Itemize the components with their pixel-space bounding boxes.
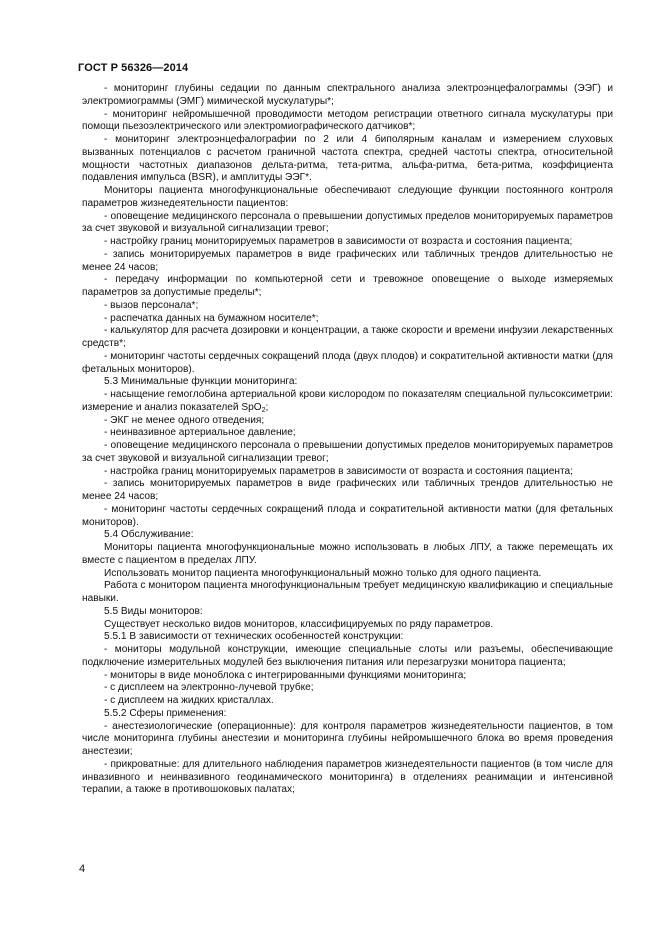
document-header: ГОСТ Р 56326—2014 xyxy=(78,62,189,74)
page-body xyxy=(82,83,613,797)
paragraph: - мониторинг нейромышечной проводимости методом регистрации ответного сигнала мускулатуры при помощи пьезоэлектрического или электромиографического датчиков*; xyxy=(82,108,613,133)
paragraph: - прикроватные: для длительного наблюдения параметров жизнедеятельности пациентов (в том числе для инвазивного и неинвазивного геодинамического мониторинга) в отделениях реанимации и интенсивной терапии, а также в противошоковых палатах; xyxy=(82,758,613,796)
paragraph: - запись мониторируемых параметров в виде графических или табличных трендов длительностью не менее 24 часов; xyxy=(82,248,613,273)
paragraph: - вызов персонала*; xyxy=(104,299,199,311)
section-heading: 5.4 Обслуживание: xyxy=(104,529,194,541)
section-heading: 5.5 Виды мониторов: xyxy=(104,605,203,617)
spo2-subscript: 2 xyxy=(261,406,266,414)
section-heading: 5.5.1 В зависимости от технических особенностей конструкции: xyxy=(104,631,404,643)
paragraph-text: - насыщение гемоглобина артериальной крови кислородом по показателям специальной пульсоксиметрии: измерение и анализ показателей SpO xyxy=(82,389,613,413)
paragraph: - настройка границ мониторируемых параметров в зависимости от возраста и состояния пациента; xyxy=(104,465,573,477)
paragraph: - с дисплеем на жидких кристаллах. xyxy=(104,695,274,706)
page-number: 4 xyxy=(79,863,86,875)
paragraph: Мониторы пациента многофункциональные можно использовать в любых ЛПУ, а также перемещать их вместе с пациентом в пределах ЛПУ. xyxy=(82,542,613,566)
paragraph: - оповещение медицинского персонала о превышении допустимых пределов мониторируемых параметров за счет звуковой и визуальной сигнализации тревог; xyxy=(82,440,613,464)
paragraph: - мониторинг глубины седации по данным спектрального анализа электроэнцефалограммы (ЭЭГ) и электромиограммы (ЭМГ) мимической мускулатуры*; xyxy=(82,83,613,107)
paragraph: - мониторинг электроэнцефалографии по 2 или 4 биполярным каналам и измерением слуховых вызванных потенциалов с расчетом граничной частота спектра, средней частоты спектра, относительной мощности частотных диапазонов дельта-ритма, тета-ритма, альфа-ритма, бета-ритма, коэффициента подавления импульса (BSR), и амплитуды ЭЭГ*. xyxy=(82,134,613,184)
paragraph: Мониторы пациента многофункциональные обеспечивают следующие функции постоянного контроля параметров жизнедеятельности пациентов: xyxy=(82,185,613,209)
paragraph: - мониторинг частоты сердечных сокращений плода (двух плодов) и сократительной активности матки (для фетальных мониторов). xyxy=(82,350,613,375)
paragraph: - мониторинг частоты сердечных сокращений плода и сократительной активности матки (для фетальных мониторов). xyxy=(82,503,613,528)
paragraph: Работа с монитором пациента многофункциональным требует медицинскую квалификацию и специальные навыки. xyxy=(82,580,613,604)
paragraph: - настройку границ мониторируемых параметров в зависимости от возраста и состояния пациента; xyxy=(104,236,573,247)
paragraph: - с дисплеем на электронно-лучевой трубке; xyxy=(104,682,314,694)
paragraph-tail: ; xyxy=(265,401,269,413)
paragraph: - анестезиологические (операционные): для контроля параметров жизнедеятельности пациентов, в том числе мониторинга глубины анестезии и мониторинга глубины нейромышечного блока во время проведения анестезии; xyxy=(82,720,613,757)
paragraph: - калькулятор для расчета дозировки и концентрации, а также скорости и времени инфузии лекарственных средств*; xyxy=(82,325,613,349)
paragraph-spo2 xyxy=(82,389,613,415)
paragraph: - передачу информации по компьютерной сети и тревожное оповещение о выходе измеряемых параметров за допустимые пределы*; xyxy=(82,274,613,298)
paragraph: - мониторы модульной конструкции, имеющие специальные слоты или разъемы, обеспечивающие подключение измерительных модулей без выключения питания или перезагрузки монитора пациента; xyxy=(82,644,613,668)
paragraph: - ЭКГ не менее одного отведения; xyxy=(104,414,265,426)
paragraph: Использовать монитор пациента многофункциональный можно только для одного пациента. xyxy=(104,567,542,579)
section-heading: 5.3 Минимальные функции мониторинга: xyxy=(104,376,298,388)
paragraph: - неинвазивное артериальное давление; xyxy=(104,427,296,439)
paragraph: Существует несколько видов мониторов, классифицируемых по ряду параметров. xyxy=(104,618,494,630)
paragraph: - оповещение медицинского персонала о превышении допустимых пределов мониторируемых параметров за счет звуковой и визуальной сигнализации тревог; xyxy=(82,210,613,235)
paragraph: - мониторы в виде моноблока с интегрированными функциями мониторинга; xyxy=(104,669,467,681)
paragraph: - запись мониторируемых параметров в виде графических или табличных трендов длительностью не менее 24 часов; xyxy=(82,478,613,502)
paragraph: - распечатка данных на бумажном носителе*; xyxy=(104,312,319,324)
section-heading: 5.5.2 Сферы применения: xyxy=(104,707,227,719)
